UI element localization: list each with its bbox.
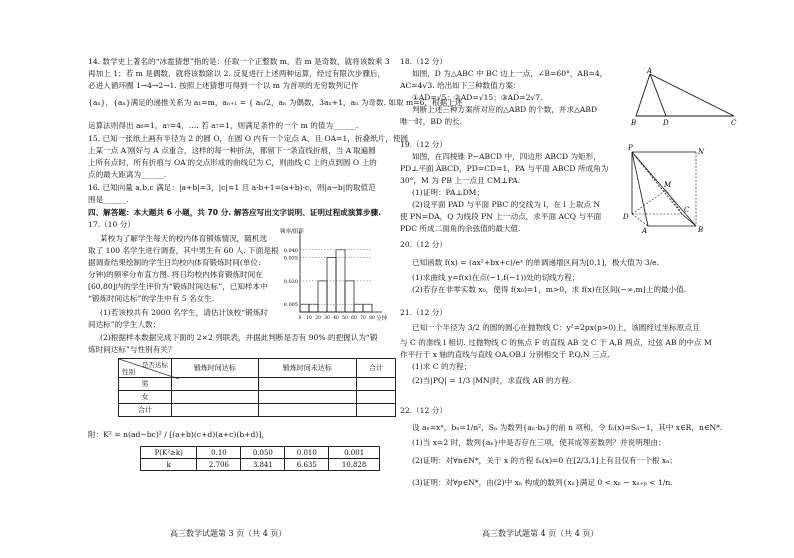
q19-line: 30°，M 为 PB 上一点且 CM⊥PA. xyxy=(400,176,521,185)
q16-line: 16. 已知向量 a,b,c 满足：|a+b|=3，|c|=1 且 a·b+1=(a+b)·c，则|a−b|的取值范 xyxy=(88,183,376,192)
vertex-m-label: M xyxy=(664,181,672,189)
table-cell: 0.10 xyxy=(197,447,241,459)
vertex-p-label: P xyxy=(628,144,633,152)
x-tick-label: 80 xyxy=(369,316,375,321)
table-cell xyxy=(258,404,356,417)
row-label: P(K²≥k) xyxy=(141,447,197,459)
q17-line: 据调查结果绘制的学生日均校内体育锻炼时间(单位: xyxy=(88,258,261,267)
q14-line: {aₙ}，{aₙ}满足的递推关系为 a₁=m，aₙ₊₁ = { aₙ/2，aₙ 为偶数，3aₙ+1，aₙ 为奇数. 如取 m=6，根据上述 xyxy=(88,98,463,107)
q18-line: 如图，D 为△ABC 中 BC 边上一点，∠B=60°，AB=4， xyxy=(412,69,608,78)
histogram-bar xyxy=(354,304,363,312)
contingency-table xyxy=(118,358,396,417)
table-cell xyxy=(172,378,259,391)
vertex-n-label: N xyxy=(698,148,705,156)
column-header: 合计 xyxy=(356,359,395,378)
q21-line: 已知一个半径为 3/2 的圆的圆心在抛物线 C：y²=2px(p>0)上，该圆经过坐标原点且 xyxy=(412,323,700,332)
q19-line: PD⊥平面 ABCD，PD=CD=1，PA 与平面 ABCD 所成角为 xyxy=(400,164,609,173)
diagonal-line xyxy=(119,359,179,379)
histogram-chart xyxy=(278,228,388,324)
table-cell: 3.841 xyxy=(241,459,285,471)
q14-line: 运算法则得出 a₆=1，a₇=4，…. 若 a₇=1，则满足条件的一个 m 的值为______. xyxy=(88,121,359,130)
histogram-bar xyxy=(363,304,372,312)
q17-line: 炼时间达标”与性别有关？ xyxy=(88,345,176,354)
q14-line: 必进入循环圈 1→4→2→1. 按照上述猜想可得到一个以 m 为首项的无穷数列记作 xyxy=(88,81,359,90)
table-cell: 0.010 xyxy=(285,447,329,459)
q19-line: 使 PN=DA，Q 为线段 PN 上一动点，求平面 ACQ 与平面 xyxy=(400,212,602,221)
q19-line: 如图，在四棱锥 P−ABCD 中，四边形 ABCD 为矩形， xyxy=(412,152,601,161)
vertex-c-label: C xyxy=(684,206,690,214)
critical-value-table xyxy=(140,446,380,471)
q17-line: 分钟)的频率分布直方图. 将日均校内体育锻炼时间在 xyxy=(88,270,263,279)
q18-line: 唯一时，BD 的长. xyxy=(400,117,463,126)
column-header: 锻炼时间达标 xyxy=(172,359,259,378)
q19-line: (2)设平面 PAD 与平面 PBC 的交线为 l，在 l 上取点 N xyxy=(412,200,601,209)
segment-cm xyxy=(666,190,682,214)
diagonal-header-cell xyxy=(119,359,172,378)
x-tick-label: 30 xyxy=(324,316,330,321)
q22-line: 设 aₙ=xⁿ，bₙ=1/n²，Sₙ 为数列{aₙ·bₙ}的前 n 项和，令 fₙ(x)=Sₙ−1，其中 x∈R，n∈N*. xyxy=(412,423,723,432)
table-cell xyxy=(258,378,356,391)
x-tick-label: 40 xyxy=(333,316,339,321)
vertex-b-label: B xyxy=(631,119,637,127)
row-label: k xyxy=(141,459,197,471)
q21-line: 与 C 的准线 l 相切. 过抛物线 C 的焦点 F 的直线 AB 交 C 于 A,B 两点，过弦 AB 的中点 M xyxy=(400,338,712,347)
q21-heading: 21.（12 分） xyxy=(400,308,447,317)
vertex-a-label: A xyxy=(647,67,653,75)
table-cell xyxy=(356,404,395,417)
triangle-abc xyxy=(636,74,734,116)
page-footer: 高三数学试题第 4 页（共 4 页） xyxy=(482,529,599,538)
q15-line: 上某一点 A′刚好与 A 点重合，这样的每一种折法，都留下一条直线折痕，当 A′取遍圆 xyxy=(88,146,376,155)
q20-line: (1)求曲线 y=f(x)在点(−1,f(−1))处的切线方程； xyxy=(412,273,580,282)
q17-line: 某校为了解学生每天的校内体育锻炼情况，随机选 xyxy=(100,234,268,243)
histogram-bar xyxy=(327,258,336,312)
vertex-d-label: D xyxy=(623,213,629,221)
q22-line: (2)证明：对∀n∈N*，关于 x 的方程 fₙ(x)=0 在[2/3,1]上有且仅有一个根 xₙ； xyxy=(412,456,677,465)
q17-line: [60,80]内的学生评价为“锻炼时间达标”，已知样本中 xyxy=(88,282,268,291)
column-header: 锻炼时间未达标 xyxy=(258,359,356,378)
q21-line: (2)当|PQ| = 1/3 |MN|时，求直线 AB 的方程. xyxy=(412,376,572,385)
q19-line: (1)证明：PA⊥DM； xyxy=(412,188,485,197)
x-tick-label: 50 xyxy=(342,316,348,321)
y-tick-label: 0.005 xyxy=(283,302,298,309)
q14-line: 14. 数学史上著名的“冰雹猜想”指的是：任取一个正整数 m，若 m 是奇数，就将该数乘 3 xyxy=(88,57,390,66)
histogram-bar xyxy=(309,304,318,312)
table-cell: 6.635 xyxy=(285,459,329,471)
q14-line: 再加上 1；若 m 是偶数，就将该数除以 2. 反复进行上述两种运算，经过有限次步骤后， xyxy=(88,69,386,78)
edge-pb xyxy=(632,152,696,226)
q17-line: “锻炼时间达标”的学生中有 5 名女生. xyxy=(88,294,215,303)
row-header: 女 xyxy=(119,391,172,404)
x-tick-label: 60 xyxy=(351,316,357,321)
vertex-d-label: D xyxy=(663,119,669,127)
q16-line: 围是______. xyxy=(88,195,129,204)
table-cell xyxy=(356,378,395,391)
y-tick-label: 0.020 xyxy=(283,278,298,285)
histogram-bar xyxy=(345,281,354,312)
edge-pa xyxy=(632,152,648,226)
q15-line: 上所有点时，所有折痕与 OA′的交点形成的曲线记为 C，则曲线 C 上的点到圆 O 上的 xyxy=(88,158,377,167)
q20-line: 已知函数 f(x) = (ax²+bx+c)/eˣ 的单调递增区间为[0,1]，极大值为 3/e. xyxy=(412,258,660,267)
q22-line: (1)当 x=2 时，数列{aₙ}中是否存在三项，使其成等差数列？并说明理由； xyxy=(412,438,666,447)
x-tick-label: 20 xyxy=(315,316,321,321)
q19-line: PDC 所成二面角的余弦值的最大值. xyxy=(400,224,521,233)
q19-heading: 19.（12 分） xyxy=(400,140,447,149)
row-header: 合计 xyxy=(119,404,172,417)
x-tick-label: 10 xyxy=(306,316,312,321)
vertex-a-label: A xyxy=(642,227,648,234)
table-cell xyxy=(172,391,259,404)
section-title: 四、解答题：本大题共 6 小题，共 70 分. 解答应写出文字说明、证明过程或演算步骤. xyxy=(88,208,382,217)
y-tick-label: 0.035 xyxy=(283,255,298,262)
segment-dm xyxy=(632,190,666,214)
vertex-b-label: B xyxy=(698,226,704,234)
diag-bottom-label: 性别 xyxy=(122,368,135,376)
q17-line: (1)若该校共有 2000 名学生，请估计该校“锻炼时 xyxy=(100,308,268,317)
q15-line: 15. 已知一张纸上画有半径为 2 的圆 O，在圆 O 内有一个定点 A，且 OA=1，折叠纸片，使圆 xyxy=(88,134,409,143)
pyramid-figure xyxy=(620,142,708,234)
diag-top-label: 是否达标 xyxy=(142,361,168,369)
q21-line: 作平行于 x 轴的直线与直线 OA,OB,l 分别相交于 P,Q,N 三点. xyxy=(400,350,610,359)
q18-line: AC=4√3. 给出如下三种数值方案： xyxy=(400,81,521,90)
q17-line: 取了 100 名学生进行调查，其中男生有 60 人. 下面是根 xyxy=(88,246,279,255)
y-tick-label: 0.040 xyxy=(283,247,298,254)
table-cell xyxy=(258,391,356,404)
x-tick-label: 70 xyxy=(360,316,366,321)
vertex-c-label: C xyxy=(731,119,737,127)
table-cell xyxy=(356,391,395,404)
page-footer: 高三数学试题第 3 页（共 4 页） xyxy=(170,529,287,538)
q18-line: 判断上述三种方案所对应的△ABD 的个数，并求△ABD xyxy=(412,105,598,114)
q21-line: (1)求 C 的方程； xyxy=(412,362,472,371)
formula-note: 附：K² = n(ad−bc)² / [(a+b)(c+d)(a+c)(b+d)]， xyxy=(88,430,269,439)
table-cell: 2.706 xyxy=(197,459,241,471)
row-header: 男 xyxy=(119,378,172,391)
q20-heading: 20.（12 分） xyxy=(400,240,447,249)
q17-line: 间达标”的学生人数； xyxy=(88,320,161,329)
x-tick-label: 0 xyxy=(298,316,302,321)
table-cell: 0.050 xyxy=(241,447,285,459)
q18-heading: 18.（12 分） xyxy=(400,57,447,66)
q22-line: (3)证明：对∀p∈N*，由(2)中 xₙ 构成的数列{xₙ}满足 0 < xₙ − xₙ₊ₚ < 1/n. xyxy=(412,478,673,487)
edge-bc xyxy=(682,214,696,226)
table-cell xyxy=(172,404,259,417)
triangle-figure xyxy=(630,66,740,128)
q17-line: (2)根据样本数据完成下面的 2×2 列联表，并据此判断是否有 90% 的把握认为“锻 xyxy=(100,333,378,342)
table-cell: 0.001 xyxy=(329,447,380,459)
table-cell: 10.828 xyxy=(329,459,380,471)
q15-line: 点的最大距离为______. xyxy=(88,170,167,179)
y-axis-label: 频率/组距 xyxy=(280,229,304,235)
x-axis-label: 分钟 xyxy=(376,316,388,322)
histogram-bar xyxy=(318,281,327,312)
edge-pc xyxy=(632,152,682,214)
q17-heading: 17.（10 分） xyxy=(88,220,135,229)
q22-heading: 22.（12 分） xyxy=(400,406,447,415)
q18-line: ①AD=√5；②AD=√15；③AD=2√7. xyxy=(412,93,543,102)
q20-line: (2)若存在非零实数 x₀，使得 f(x₀)=1，m>0，求 f(x)在区间(−∞,m]上的最小值. xyxy=(412,285,687,294)
histogram-bar xyxy=(300,304,309,312)
